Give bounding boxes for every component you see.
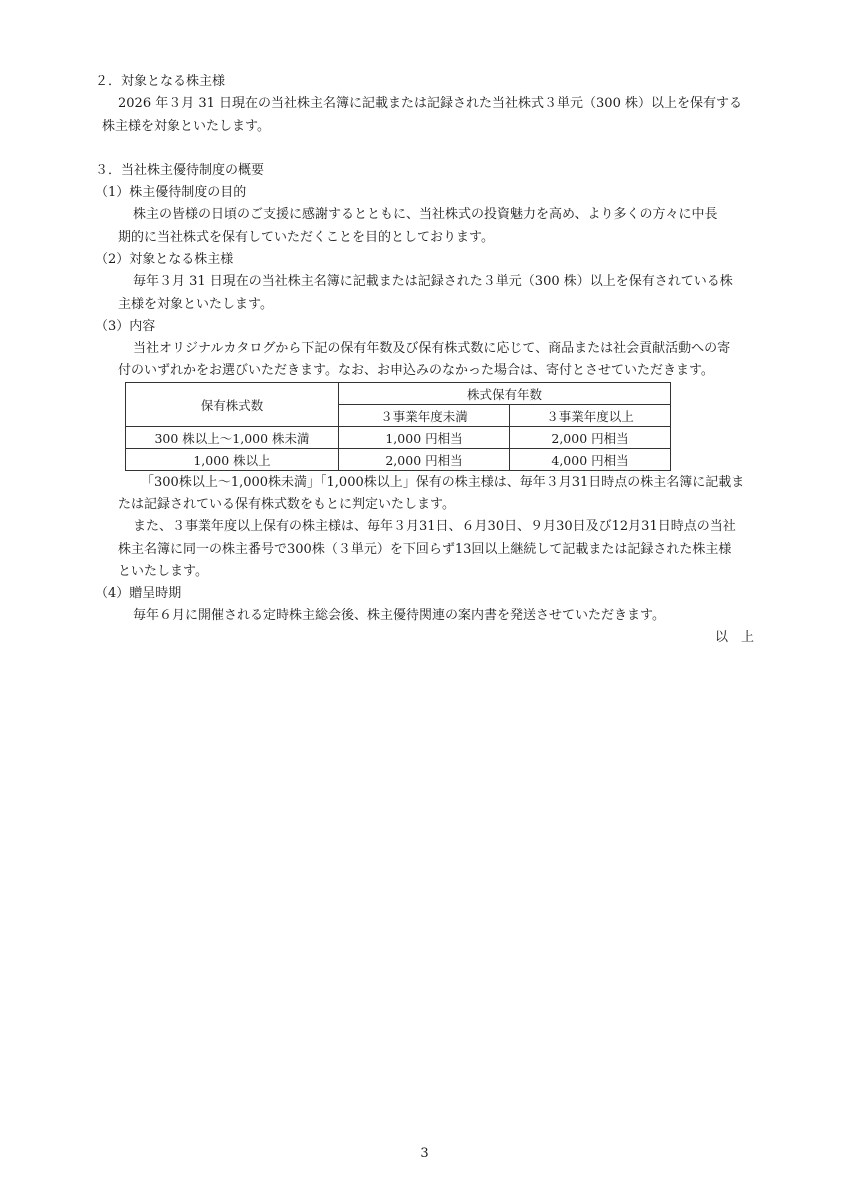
note-line: たは記録されている保有株式数をもとに判定いたします。 xyxy=(118,497,455,512)
note-line: 「300株以上～1,000株未満」「1,000株以上」保有の株主様は、毎年３月31日時点の株主名簿に記載ま xyxy=(141,475,745,490)
table-row xyxy=(126,427,671,449)
table-header-shares: 保有株式数 xyxy=(126,383,339,427)
section-2-line: 株主様を対象といたします。 xyxy=(102,119,270,134)
subsection-2-heading: （2）対象となる株主様 xyxy=(95,252,234,267)
note-line: また、３事業年度以上保有の株主様は、毎年３月31日、６月30日、９月30日及び12月31日時点の当社 xyxy=(133,519,736,534)
benefit-table xyxy=(125,382,671,471)
table-header-3-years-or-more: ３事業年度以上 xyxy=(510,405,671,427)
subsection-3-line: 付のいずれかをお選びいただきます。なお、お申込みのなかった場合は、寄付とさせていただきます。 xyxy=(118,363,714,378)
note-line: 株主名簿に同一の株主番号で300株（３単元）を下回らず13回以上継続して記載または記録された株主様 xyxy=(118,542,732,557)
section-3-heading: ３．当社株主優待制度の概要 xyxy=(95,163,265,178)
subsection-1-heading: （1）株主優待制度の目的 xyxy=(95,185,247,200)
section-2-line: 2026 年３月 31 日現在の当社株主名簿に記載または記録された当社株式３単元（300 株）以上を保有する xyxy=(118,96,742,111)
table-cell: 2,000 円相当 xyxy=(339,449,510,471)
table-cell: 1,000 円相当 xyxy=(339,427,510,449)
subsection-1-line: 期的に当社株式を保有していただくことを目的としております。 xyxy=(118,230,494,245)
table-cell: 2,000 円相当 xyxy=(510,427,671,449)
table-row-label: 1,000 株以上 xyxy=(126,449,339,471)
table-header-under-3-years: ３事業年度未満 xyxy=(339,405,510,427)
subsection-3-line: 当社オリジナルカタログから下記の保有年数及び保有株式数に応じて、商品または社会貢献活動への寄 xyxy=(133,341,731,356)
subsection-3-heading: （3）内容 xyxy=(95,319,156,334)
subsection-4-heading: （4）贈呈時期 xyxy=(95,586,182,601)
table-row-label: 300 株以上～1,000 株未満 xyxy=(126,427,339,449)
subsection-4-line: 毎年６月に開催される定時株主総会後、株主優待関連の案内書を発送させていただきます。 xyxy=(133,608,665,623)
table-header-holding-years: 株式保有年数 xyxy=(339,383,671,405)
subsection-2-line: 毎年３月 31 日現在の当社株主名簿に記載または記録された３単元（300 株）以上を保有されている株 xyxy=(133,274,733,289)
table-header-row xyxy=(126,383,671,405)
table-cell: 4,000 円相当 xyxy=(510,449,671,471)
subsection-2-line: 主様を対象といたします。 xyxy=(118,297,273,312)
section-2-heading: ２．対象となる株主様 xyxy=(95,74,226,89)
closing-mark: 以 上 xyxy=(715,630,755,645)
table-row xyxy=(126,449,671,471)
page-number: 3 xyxy=(420,1146,429,1161)
note-line: といたします。 xyxy=(118,564,208,579)
subsection-1-line: 株主の皆様の日頃のご支援に感謝するとともに、当社株式の投資魅力を高め、より多くの方々に中長 xyxy=(133,207,718,222)
